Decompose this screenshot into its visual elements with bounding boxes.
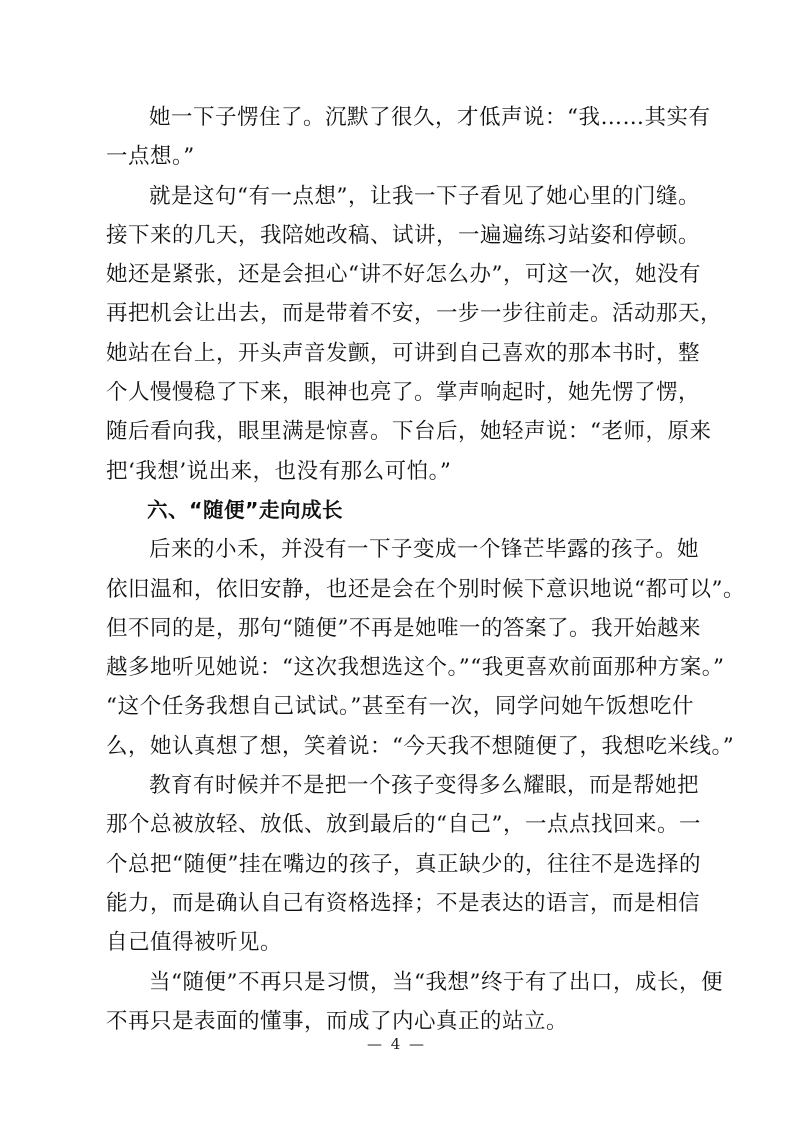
- paragraph-line: “这个任务我想自己试试。”甚至有一次，同学问她午饭想吃什: [106, 694, 694, 720]
- paragraph-line: 个总把“随便”挂在嘴边的孩子，真正缺少的，往往不是选择的: [106, 851, 701, 877]
- paragraph-line: 不再只是表面的懂事，而成了内心真正的站立。: [106, 1008, 569, 1034]
- paragraph-line: 教育有时候并不是把一个孩子变得多么耀眼，而是帮她把: [149, 773, 700, 799]
- page-number: — 4 —: [366, 1035, 427, 1053]
- paragraph-line: 但不同的是，那句“随便”不再是她唯一的答案了。我开始越来: [106, 615, 701, 641]
- paragraph-line: 再把机会让出去，而是带着不安，一步一步往前走。活动那天，: [106, 301, 723, 327]
- paragraph-line: 后来的小禾，并没有一下子变成一个锋芒毕露的孩子。她: [149, 537, 700, 563]
- paragraph-line: 随后看向我，眼里满是惊喜。下台后，她轻声说：“老师，原来: [106, 419, 712, 445]
- document-body: [106, 98, 745, 1041]
- paragraph-line: 自己值得被听见。: [106, 930, 283, 956]
- paragraph-line: 她一下子愣住了。沉默了很久，才低声说：“我……其实有: [149, 105, 711, 130]
- section-heading: 六、“随便”走向成长: [147, 497, 343, 522]
- paragraph-line: 她站在台上，开头声音发颤，可讲到自己喜欢的那本书时，整: [106, 340, 701, 366]
- paragraph-line: 依旧温和，依旧安静，也还是会在个别时候下意识地说“都可以”。: [106, 576, 745, 602]
- paragraph-line: 么，她认真想了想，笑着说：“今天我不想随便了，我想吃米线。”: [106, 733, 735, 759]
- paragraph-line: 接下来的几天，我陪她改稿、试讲，一遍遍练习站姿和停顿。: [106, 222, 701, 248]
- paragraph-line: 那个总被放轻、放低、放到最后的“自己”，一点点找回来。一: [106, 812, 701, 838]
- paragraph-line: 个人慢慢稳了下来，眼神也亮了。掌声响起时，她先愣了愣，: [106, 380, 701, 406]
- paragraph-line: 越多地听见她说：“这次我想选这个。”“我更喜欢前面那种方案。”: [106, 655, 725, 681]
- paragraph-line: 一点想。”: [106, 144, 195, 170]
- paragraph-line: 能力，而是确认自己有资格选择；不是表达的语言，而是相信: [106, 890, 701, 916]
- paragraph-line: 当“随便”不再只是习惯，当“我想”终于有了出口，成长，便: [149, 969, 723, 995]
- paragraph-line: 就是这句“有一点想”，让我一下子看见了她心里的门缝。: [149, 183, 700, 209]
- paragraph-line: 把‘我想’说出来，也没有那么可怕。”: [106, 458, 452, 484]
- paragraph-line: 她还是紧张，还是会担心“讲不好怎么办”，可这一次，她没有: [106, 262, 701, 288]
